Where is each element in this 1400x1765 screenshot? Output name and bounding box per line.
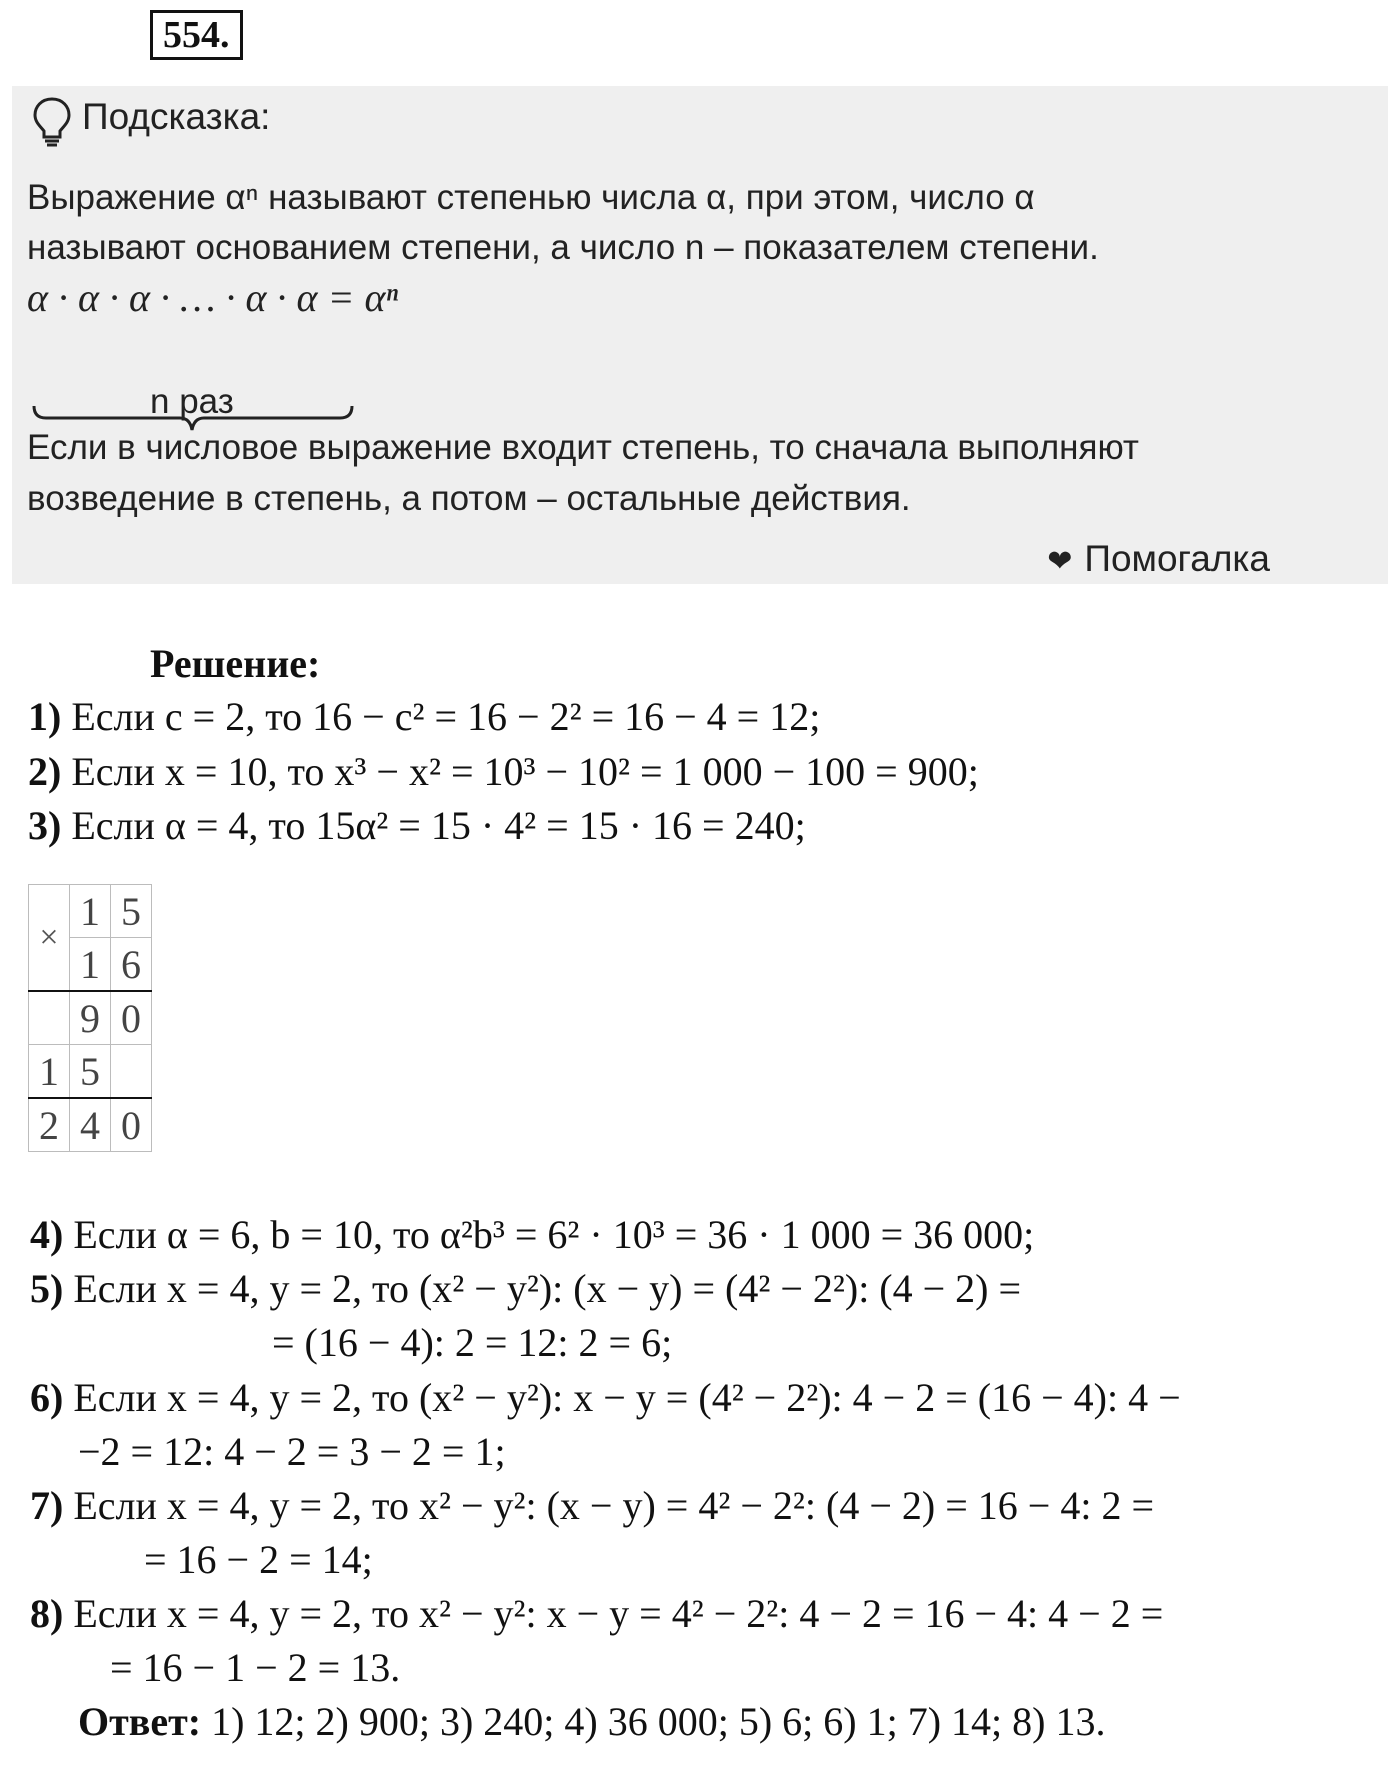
digit-cell: 5 [111,885,152,938]
hint-text-line-4: возведение в степень, а потом – остальные действия. [27,479,911,518]
solution-item-5-continued: = (16 − 4): 2 = 12: 2 = 6; [272,1320,673,1365]
digit-cell: 0 [111,1098,152,1152]
lightbulb-icon [32,96,72,148]
multiply-sign: × [29,885,70,992]
brace-label: n раз [150,382,234,421]
item-number: 4) [30,1212,64,1257]
item-text: Если α = 6, b = 10, то α²b³ = 6² · 10³ = 36 · 1 000 = 36 000; [73,1212,1035,1257]
helper-signature [1047,538,1270,580]
digit-cell: 1 [70,885,111,938]
solution-item-5 [30,1265,1021,1312]
hint-text-line-1: Выражение αⁿ называют степенью числа α, при этом, число α [27,178,1035,217]
hint-text-line-2: называют основанием степени, а число n – показателем степени. [27,228,1099,267]
digit-cell: 5 [70,1045,111,1099]
solution-item-6 [30,1374,1181,1421]
solution-item-1 [28,693,820,740]
item-text: Если c = 2, то 16 − c² = 16 − 2² = 16 − 4 = 12; [71,694,821,739]
digit-cell: 1 [29,1045,70,1099]
digit-cell: 9 [70,991,111,1045]
helper-label: Помогалка [1084,538,1270,579]
answer-line [78,1698,1105,1745]
digit-cell: 4 [70,1098,111,1152]
solution-item-8-continued: = 16 − 1 − 2 = 13. [110,1645,401,1690]
item-text: Если x = 4, y = 2, то x² − y²: (x − y) = 4² − 2²: (4 − 2) = 16 − 4: 2 = [73,1483,1155,1528]
item-number: 6) [30,1375,64,1420]
solution-item-7 [30,1482,1154,1529]
item-number: 7) [30,1483,64,1528]
item-text: Если x = 10, то x³ − x² = 10³ − 10² = 1 000 − 100 = 900; [71,749,979,794]
answer-label: Ответ: [78,1699,202,1744]
solution-item-3 [28,802,806,849]
solution-item-8 [30,1590,1163,1637]
digit-cell: 0 [111,991,152,1045]
heart-icon: ❤ [1047,545,1073,578]
solution-item-6-continued: −2 = 12: 4 − 2 = 3 − 2 = 1; [78,1429,506,1474]
column-multiplication [28,884,152,1152]
item-text: Если x = 4, y = 2, то x² − y²: x − y = 4² − 2²: 4 − 2 = 16 − 4: 4 − 2 = [73,1591,1164,1636]
digit-cell [111,1045,152,1099]
hint-text-line-3: Если в числовое выражение входит степень, то сначала выполняют [27,428,1139,467]
power-formula: α · α · α · … · α · α = αⁿ [27,275,399,320]
digit-cell [29,991,70,1045]
item-number: 3) [28,803,62,848]
solution-item-4 [30,1211,1034,1258]
hint-title: Подсказка: [82,96,271,137]
hint-panel [12,86,1388,584]
item-text: Если x = 4, y = 2, то (x² − y²): x − y = (4² − 2²): 4 − 2 = (16 − 4): 4 − [73,1375,1181,1420]
digit-cell: 1 [70,938,111,992]
digit-cell: 2 [29,1098,70,1152]
solution-item-2 [28,748,979,795]
solution-heading: Решение: [150,641,321,686]
item-number: 8) [30,1591,64,1636]
item-number: 5) [30,1266,64,1311]
task-number: 554. [150,10,243,60]
item-number: 1) [28,694,62,739]
item-text: Если α = 4, то 15α² = 15 · 4² = 15 · 16 = 240; [71,803,806,848]
digit-cell: 6 [111,938,152,992]
answer-text: 1) 12; 2) 900; 3) 240; 4) 36 000; 5) 6; 6) 1; 7) 14; 8) 13. [211,1699,1106,1744]
solution-item-7-continued: = 16 − 2 = 14; [144,1537,373,1582]
item-text: Если x = 4, y = 2, то (x² − y²): (x − y) = (4² − 2²): (4 − 2) = [73,1266,1022,1311]
item-number: 2) [28,749,62,794]
